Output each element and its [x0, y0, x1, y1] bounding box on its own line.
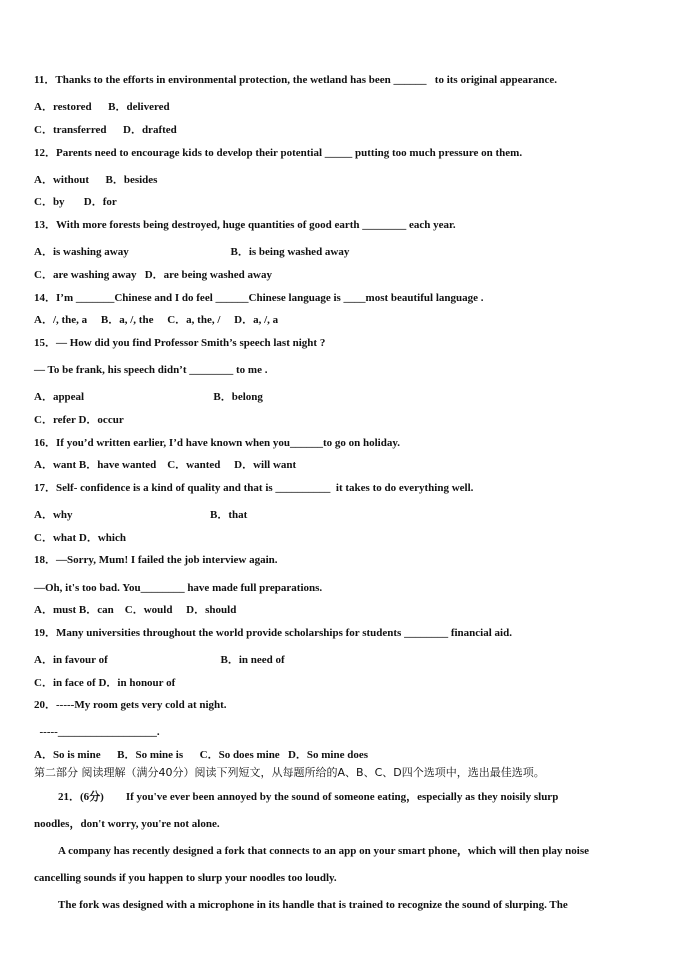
question-15-options-ab: A．appeal B．belong	[34, 391, 263, 403]
question-16-stem: 16．If you’d written earlier, I’d have known when you______to go on holiday.	[34, 437, 400, 449]
question-12-options-cd: C．by D．for	[34, 196, 117, 208]
question-12-stem: 12．Parents need to encourage kids to develop their potential _____ putting too much pressure on them.	[34, 147, 523, 159]
question-15-options-cd: C．refer D．occur	[34, 414, 124, 426]
question-19-options-cd: C．in face of D．in honour of	[34, 677, 176, 689]
question-19-stem: 19．Many universities throughout the world provide scholarships for students ________ financial aid.	[34, 627, 512, 639]
question-11-stem: 11．Thanks to the efforts in environmental protection, the wetland has been ______ to its original appearance.	[34, 74, 558, 86]
question-11-options-cd: C．transferred D．drafted	[34, 124, 177, 136]
question-17-stem: 17．Self- confidence is a kind of quality and that is __________ it takes to do everything well.	[34, 482, 474, 494]
passage-21-line-1: 21．(6分) If you've ever been annoyed by the sound of someone eating，especially as they noisily slurp	[58, 791, 559, 803]
question-18-reply: —Oh, it's too bad. You________ have made full preparations.	[34, 582, 323, 594]
question-15-reply: — To be frank, his speech didn’t ________ to me .	[34, 364, 268, 376]
question-20-stem: 20．-----My room gets very cold at night.	[34, 699, 227, 711]
question-13-stem: 13．With more forests being destroyed, huge quantities of good earth ________ each year.	[34, 219, 456, 231]
question-12-options-ab: A．without B．besides	[34, 174, 158, 186]
question-15-stem: 15．— How did you find Professor Smith’s speech last night ?	[34, 337, 326, 349]
passage-21-line-4: cancelling sounds if you happen to slurp your noodles too loudly.	[34, 872, 337, 884]
section-2-heading: 第二部分 阅读理解（满分40分）阅读下列短文，从每题所给的A、B、C、D四个选项中，选出最佳选项。	[34, 766, 545, 779]
passage-21-line-3: A company has recently designed a fork that connects to an app on your smart phone，which will then play noise	[58, 845, 590, 857]
question-11-options-ab: A．restored B．delivered	[34, 101, 170, 113]
question-14-stem: 14．I’m _______Chinese and I do feel ______Chinese language is ____most beautiful language .	[34, 292, 484, 304]
question-18-stem: 18．—Sorry, Mum! I failed the job interview again.	[34, 554, 278, 566]
question-13-options-cd: C．are washing away D．are being washed away	[34, 269, 272, 281]
question-20-reply: -----__________________.	[34, 726, 160, 738]
question-18-options: A．must B．can C．would D．should	[34, 604, 237, 616]
question-16-options: A．want B．have wanted C．wanted D．will want	[34, 459, 297, 471]
question-17-options-ab: A．why B．that	[34, 509, 248, 521]
question-17-options-cd: C．what D．which	[34, 532, 126, 544]
question-19-options-ab: A．in favour of B．in need of	[34, 654, 285, 666]
question-14-options: A．/, the, a B．a, /, the C．a, the, / D．a, /, a	[34, 314, 279, 326]
passage-21-line-5: The fork was designed with a microphone in its handle that is trained to recognize the sound of slurping. The	[58, 899, 568, 911]
question-20-options: A．So is mine B．So mine is C．So does mine D．So mine does	[34, 749, 369, 761]
question-13-options-ab: A．is washing away B．is being washed away	[34, 246, 350, 258]
passage-21-line-2: noodles，don't worry, you're not alone.	[34, 818, 220, 830]
